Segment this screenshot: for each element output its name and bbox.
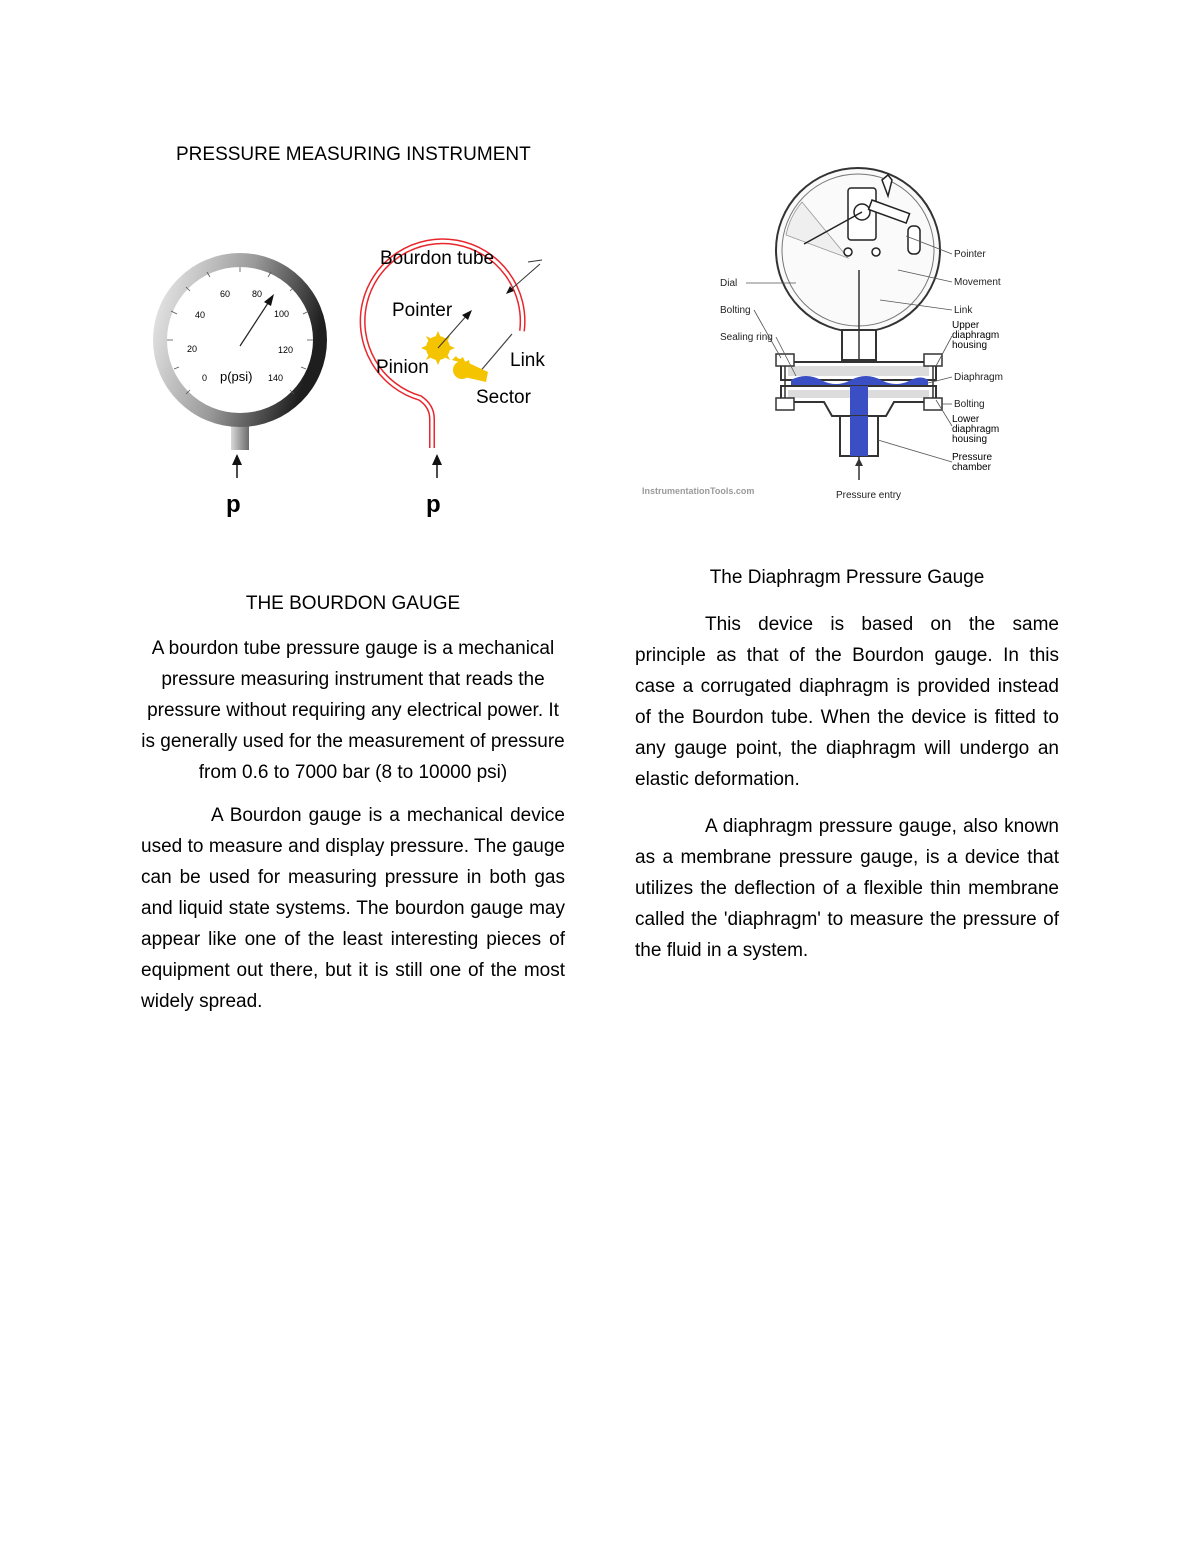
link-rod [478, 334, 512, 374]
upper-housing-label: Upper diaphragm housing [952, 321, 1000, 351]
dial-tick-label: 0 [202, 373, 208, 383]
sector-label: Sector [476, 387, 531, 408]
pressure-label-right: p [426, 491, 441, 518]
dial-unit-label: p(psi) [220, 369, 253, 384]
dial-tick-label: 100 [274, 309, 290, 319]
bolting-label-left: Bolting [720, 305, 751, 316]
watermark: InstrumentationTools.com [642, 486, 755, 496]
bourdon-section [141, 588, 565, 1017]
pressure-label-left: p [226, 491, 241, 518]
pointer-label-right: Pointer [954, 249, 986, 260]
dial-tick-label: 120 [278, 345, 294, 355]
dial-tick-label: 40 [195, 310, 206, 320]
sealing-ring-label: Sealing ring [720, 332, 773, 343]
dial-label: Dial [720, 278, 738, 289]
diaphragm-para-2: A diaphragm pressure gauge, also known as a membrane pressure gauge, is a device that utilizes the deflection of a flexible thin membrane called the 'diaphragm' to measure the pressure of the fluid in a system. [635, 816, 1059, 961]
bourdon-gauge-figure [140, 236, 560, 526]
pressure-entry-label: Pressure entry [836, 490, 902, 501]
dial-tick-label: 60 [220, 289, 231, 299]
pointer-label: Pointer [392, 300, 453, 321]
link-label: Link [510, 350, 545, 371]
lower-housing-label: Lower diaphragm housing [952, 415, 1000, 445]
dial-tick-label: 80 [252, 289, 263, 299]
page-title: PRESSURE MEASURING INSTRUMENT [176, 144, 531, 165]
bourdon-heading: THE BOURDON GAUGE [245, 593, 461, 614]
diaphragm-section [635, 562, 1059, 966]
diaphragm-para-1: This device is based on the same principle as that of the Bourdon gauge. In this case a corrugated diaphragm is provided instead of the Bourdon tube. When the device is fitted to any gauge point, the diaphragm will undergo an elastic deformation. [635, 614, 1059, 790]
bourdon-intro: A bourdon tube pressure gauge is a mechanical pressure measuring instrument that reads the pressure without requiring any electrical power. It is generally used for the measurement of pressure from 0.6 to 7000 bar (8 to 10000 psi) [141, 638, 565, 783]
movement-label: Movement [954, 277, 1001, 288]
diaphragm-heading: The Diaphragm Pressure Gauge [709, 567, 985, 588]
pressure-chamber-label: Pressure chamber [952, 453, 993, 473]
bourdon-body: A Bourdon gauge is a mechanical device used to measure and display pressure. The gauge can be used for measuring pressure in both gas and liquid state systems. The bourdon gauge may appear like one of the least interesting pieces of equipment out there, but it is still one of the most widely spread. [141, 805, 565, 1012]
bourdon-tube-label: Bourdon tube [380, 248, 495, 269]
pinion-label: Pinion [376, 357, 429, 378]
link-label-right: Link [954, 305, 973, 316]
bolting-label-right: Bolting [954, 399, 985, 410]
diaphragm-label: Diaphragm [954, 372, 1003, 383]
diaphragm-gauge-figure [636, 140, 1066, 510]
dial-tick-label: 140 [268, 373, 284, 383]
dial-tick-label: 20 [187, 344, 198, 354]
